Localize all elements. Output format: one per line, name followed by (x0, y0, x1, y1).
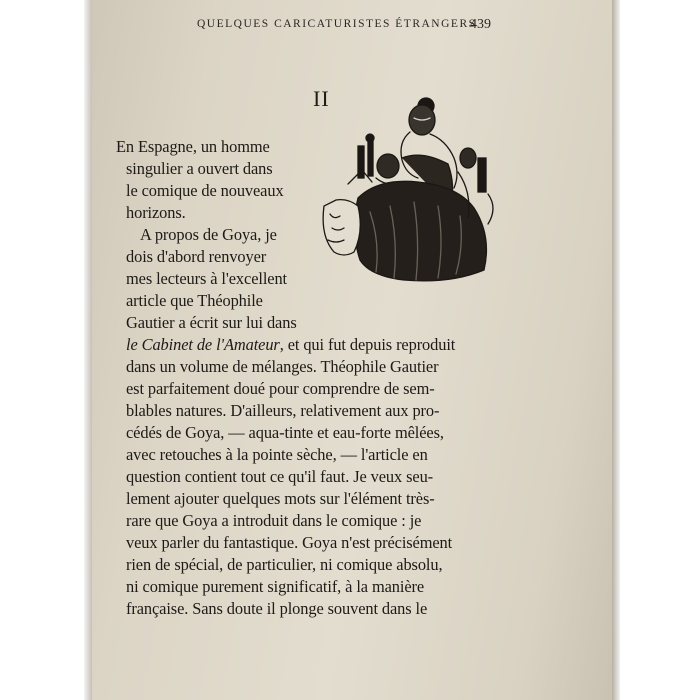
text-line: mes lecteurs à l'excellent (126, 269, 287, 288)
text-line: Gautier a écrit sur lui dans (126, 313, 297, 332)
text-line: En Espagne, un homme (116, 137, 270, 156)
italic-title: le Cabinet de l'Amateur (126, 335, 280, 354)
text-line: avec retouches à la pointe sèche, — l'article en (126, 445, 428, 464)
page-right-edge (612, 0, 620, 700)
text-line: française. Sans doute il plonge souvent dans le (126, 599, 428, 618)
text-line: rare que Goya a introduit dans le comique : je (126, 511, 422, 530)
text-line: blables natures. D'ailleurs, relativement aux pro- (126, 401, 440, 420)
text-line: article que Théophile (126, 291, 263, 310)
text-line: question contient tout ce qu'il faut. Je veux seu- (126, 467, 434, 486)
text-line-italic-start (126, 335, 455, 355)
text-line: singulier a ouvert dans (126, 159, 273, 178)
text-line: le comique de nouveaux (126, 181, 284, 200)
chapter-numeral: II (313, 86, 330, 111)
text-line: ni comique purement significatif, à la manière (126, 577, 425, 596)
text-line: dois d'abord renvoyer (126, 247, 267, 266)
text-line: horizons. (126, 203, 186, 222)
text-line: rien de spécial, de particulier, ni comique absolu, (126, 555, 443, 574)
text-line-rest: , et qui fut depuis reproduit (279, 335, 456, 354)
running-head: QUELQUES CARICATURISTES ÉTRANGERS (197, 18, 477, 30)
text-line: est parfaitement doué pour comprendre de sem- (126, 379, 435, 398)
text-line: veux parler du fantastique. Goya n'est précisément (126, 533, 453, 552)
text-line: A propos de Goya, je (140, 225, 277, 244)
page-number: 439 (470, 17, 491, 32)
text-line: dans un volume de mélanges. Théophile Gautier (126, 357, 439, 376)
caricature-engraving-icon (318, 88, 518, 298)
text-line: lement ajouter quelques mots sur l'élément très- (126, 489, 435, 508)
text-line: cédés de Goya, — aqua-tinte et eau-forte mêlées, (126, 423, 444, 442)
